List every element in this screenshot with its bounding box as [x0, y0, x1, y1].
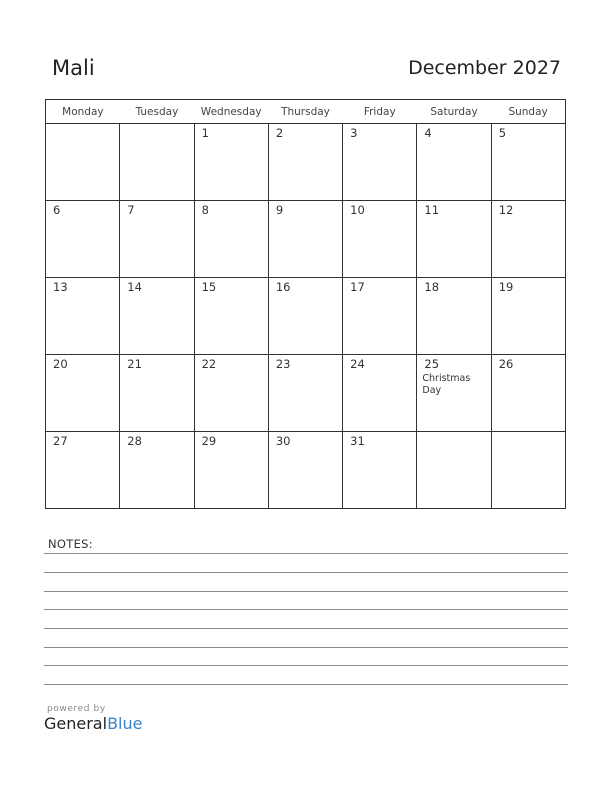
empty-day-cell: [417, 432, 491, 509]
weekday-header-row: [46, 100, 566, 124]
day-number: 30: [275, 434, 291, 448]
day-number: 29: [201, 434, 217, 448]
day-number: 12: [498, 203, 514, 217]
day-cell: [343, 355, 417, 432]
day-number: 9: [275, 203, 284, 217]
day-cell: [194, 278, 268, 355]
week-row: [46, 355, 566, 432]
day-number: 18: [424, 280, 440, 294]
day-number: 26: [498, 357, 514, 371]
day-cell: [343, 278, 417, 355]
note-line: [44, 572, 568, 573]
note-line: [44, 647, 568, 648]
day-number: 6: [53, 203, 61, 217]
day-number: 19: [498, 280, 514, 294]
day-cell: [120, 355, 194, 432]
weekday-header: Sunday: [491, 100, 565, 124]
week-row: [46, 432, 566, 509]
day-cell: [194, 432, 268, 509]
day-cell: [46, 201, 120, 278]
day-number: 1: [201, 126, 209, 140]
day-number: 7: [127, 203, 135, 217]
weekday-header: Saturday: [417, 100, 491, 124]
calendar-grid: [45, 99, 566, 509]
day-number: 5: [498, 126, 507, 140]
day-cell: [417, 201, 491, 278]
day-number: 13: [53, 280, 68, 294]
day-number: 28: [127, 434, 142, 448]
day-number: 2: [275, 126, 284, 140]
day-cell: [120, 278, 194, 355]
day-cell: [417, 124, 491, 201]
day-cell: [417, 278, 491, 355]
day-number: 27: [53, 434, 68, 448]
day-cell: [343, 432, 417, 509]
day-cell: [268, 278, 342, 355]
empty-day-cell: [491, 432, 565, 509]
day-cell: [268, 201, 342, 278]
note-line: [44, 628, 568, 629]
brand-tagline: powered by: [47, 704, 106, 714]
day-number: 31: [350, 434, 365, 448]
day-cell: [491, 124, 565, 201]
day-number: 20: [53, 357, 68, 371]
week-row: [46, 124, 566, 201]
weekday-header: Wednesday: [194, 100, 268, 124]
day-cell: [491, 278, 565, 355]
day-number: 21: [127, 357, 142, 371]
day-cell: [343, 124, 417, 201]
holiday-label: Christmas Day: [422, 373, 471, 396]
note-line: [44, 684, 568, 685]
brand-name-blue: Blue: [107, 714, 143, 733]
month-year-title: December 2027: [408, 57, 561, 79]
brand-name: [44, 714, 142, 733]
day-cell: [491, 355, 565, 432]
weekday-header: Thursday: [268, 100, 342, 124]
day-cell: [268, 124, 342, 201]
day-cell: [120, 201, 194, 278]
day-number: 17: [350, 280, 365, 294]
day-number: 14: [127, 280, 142, 294]
day-cell: [268, 355, 342, 432]
week-row: [46, 278, 566, 355]
day-cell: [46, 355, 120, 432]
day-number: 15: [201, 280, 217, 294]
country-title: Mali: [52, 56, 95, 80]
notes-label: NOTES:: [48, 537, 93, 551]
day-cell: [120, 432, 194, 509]
day-number: 24: [350, 357, 365, 371]
day-cell: [46, 432, 120, 509]
day-number: 22: [201, 357, 217, 371]
day-cell: [417, 355, 491, 432]
day-number: 23: [275, 357, 291, 371]
day-number: 25: [424, 357, 440, 371]
day-cell: [194, 355, 268, 432]
brand-name-general: General: [44, 714, 108, 733]
weekday-header: Friday: [343, 100, 417, 124]
day-cell: [46, 278, 120, 355]
day-number: 3: [350, 126, 358, 140]
note-line: [44, 665, 568, 666]
note-line: [44, 609, 568, 610]
day-number: 10: [350, 203, 365, 217]
day-number: 16: [275, 280, 291, 294]
empty-day-cell: [120, 124, 194, 201]
note-line: [44, 591, 568, 592]
day-cell: [194, 124, 268, 201]
day-cell: [343, 201, 417, 278]
weekday-header: Monday: [46, 100, 120, 124]
day-number: 8: [201, 203, 209, 217]
day-cell: [268, 432, 342, 509]
day-cell: [194, 201, 268, 278]
empty-day-cell: [46, 124, 120, 201]
weekday-header: Tuesday: [120, 100, 194, 124]
brand-logo: [44, 704, 142, 733]
day-number: 11: [424, 203, 440, 217]
day-cell: [491, 201, 565, 278]
week-row: [46, 201, 566, 278]
note-line: [44, 553, 568, 554]
day-number: 4: [424, 126, 432, 140]
